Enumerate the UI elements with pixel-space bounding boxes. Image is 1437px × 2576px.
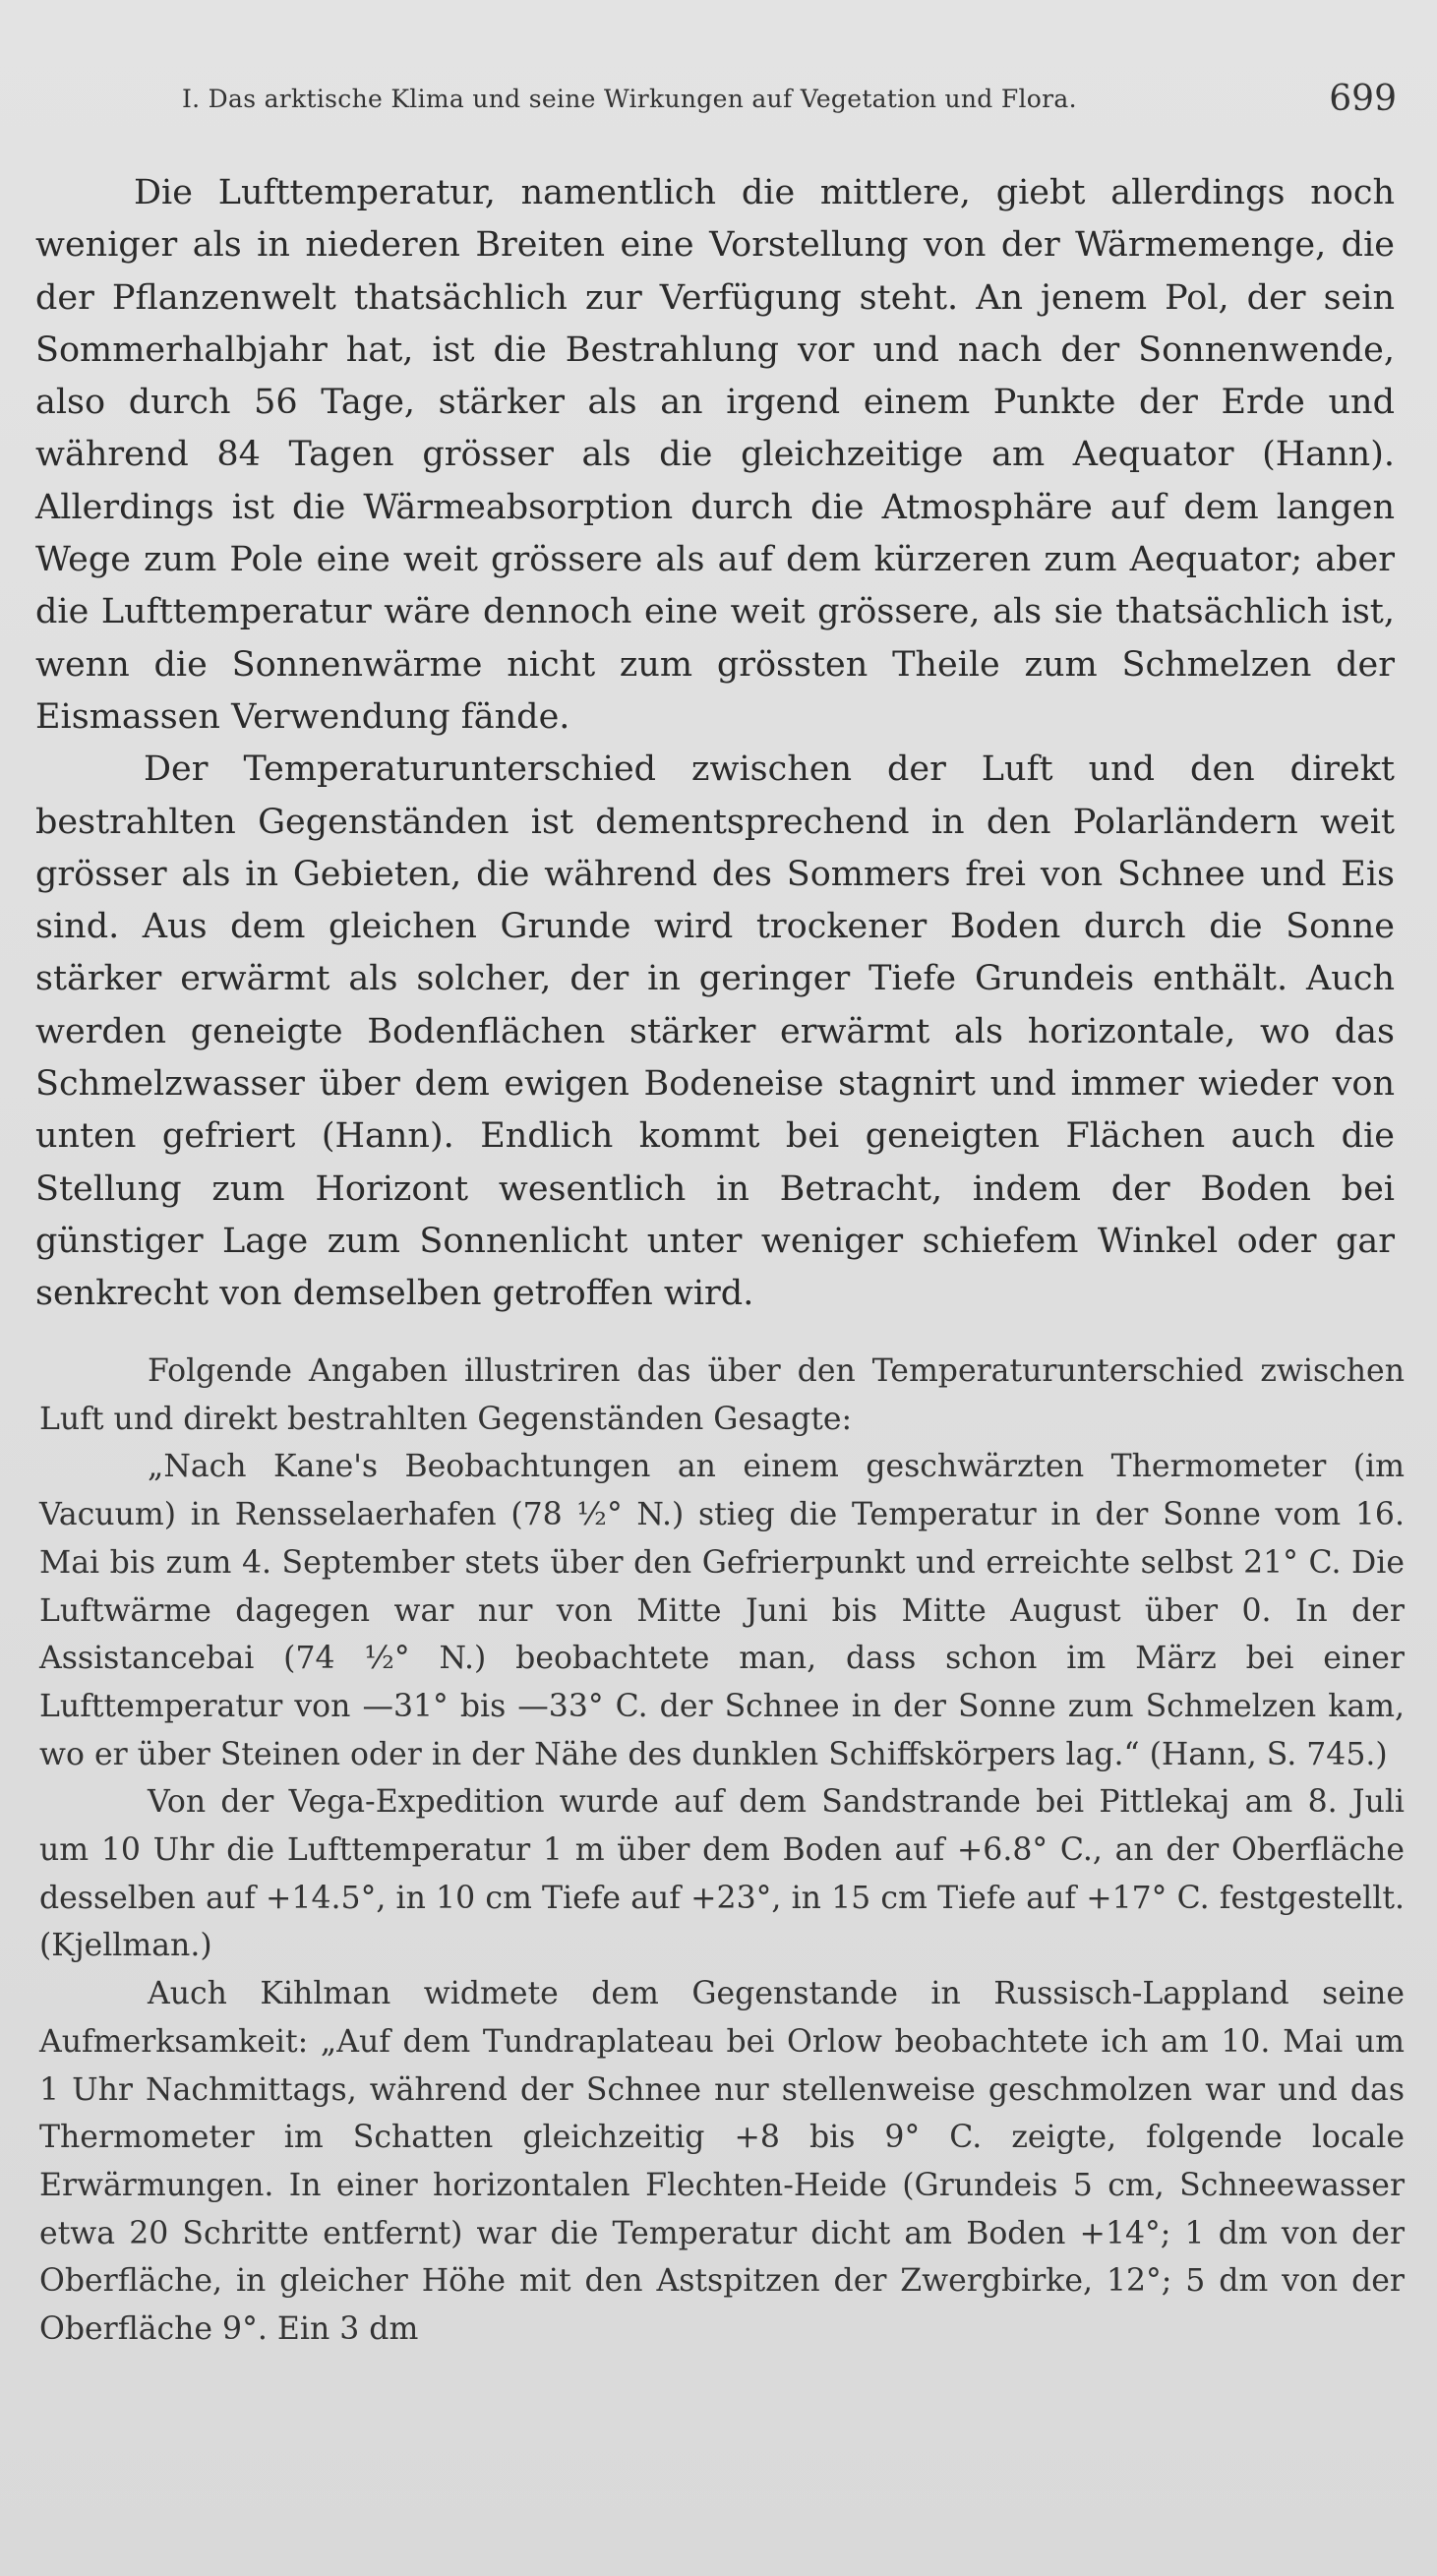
- main-text-large: [35, 167, 1395, 1321]
- paragraph-intro-data: Folgende Angaben illustriren das über den Temperaturunterschied zwischen Luft und direkt bestrahlten Gegenständen Gesagte:: [39, 1353, 1405, 1437]
- paragraph-kihlman: Auch Kihlman widmete dem Gegenstande in Russisch-Lappland seine Aufmerksamkeit: „Auf dem Tundraplateau bei Orlow beobachtete ich am 10. Mai um 1 Uhr Nachmittags, während der Schnee nur stellenweise geschmolzen war und das Thermometer im Schatten gleichzeitig +8 bis 9° C. zeigte, folgende locale Erwärmungen. In einer horizontalen Flechten-Heide (Grundeis 5 cm, Schneewasser etwa 20 Schritte entfernt) war die Temperatur dicht am Boden +14°; 1 dm von der Oberfläche, in gleicher Höhe mit den Astspitzen der Zwergbirke, 12°; 5 dm von der Oberfläche 9°. Ein 3 dm: [39, 1976, 1405, 2348]
- page-number: 699: [1329, 79, 1397, 119]
- paragraph-temperature-difference: Der Temperaturunterschied zwischen der Luft und den direkt bestrahlten Gegenständen ist dementsprechend in den Polarländern weit grösser als in Gebieten, die während des Sommers frei von Schnee und Eis sind. Aus dem gleichen Grunde wird trockener Boden durch die Sonne stärker erwärmt als solcher, der in geringer Tiefe Grundeis enthält. Auch werden geneigte Bodenflächen stärker erwärmt als horizontale, wo das Schmelzwasser über dem ewigen Bodeneise stagnirt und immer wieder von unten gefriert (Hann). Endlich kommt bei geneigten Flächen auch die Stellung zum Horizont wesentlich in Betracht, indem der Boden bei günstiger Lage zum Sonnenlicht unter weniger schiefem Winkel oder gar senkrecht von demselben getroffen wird.: [35, 749, 1395, 1314]
- paragraph-air-temperature: Die Lufttemperatur, namentlich die mittlere, giebt allerdings noch weniger als in niederen Breiten eine Vorstellung von der Wärmemenge, die der Pflanzenwelt thatsächlich zur Verfügung steht. An jenem Pol, der sein Sommerhalbjahr hat, ist die Bestrahlung vor und nach der Sonnenwende, also durch 56 Tage, stärker als an irgend einem Punkte der Erde und während 84 Tagen grösser als die gleichzeitige am Aequator (Hann). Allerdings ist die Wärmeabsorption durch die Atmosphäre auf dem langen Wege zum Pole eine weit grössere als auf dem kürzeren zum Aequator; aber die Lufttemperatur wäre dennoch eine weit grössere, als sie thatsächlich ist, wenn die Sonnenwärme nicht zum grössten Theile zum Schmelzen der Eismassen Verwendung fände.: [35, 173, 1395, 737]
- small-print-section: [39, 1348, 1405, 2354]
- paragraph-vega-expedition: Von der Vega-Expedition wurde auf dem Sandstrande bei Pittlekaj am 8. Juli um 10 Uhr die Lufttemperatur 1 m über dem Boden auf +6.8° C., an der Oberfläche desselben auf +14.5°, in 10 cm Tiefe auf +23°, in 15 cm Tiefe auf +17° C. festgestellt. (Kjellman.): [39, 1784, 1405, 1964]
- running-header: [182, 77, 1397, 126]
- running-header-title: I. Das arktische Klima und seine Wirkungen auf Vegetation und Flora.: [182, 85, 1077, 113]
- paragraph-kane-quote: „Nach Kane's Beobachtungen an einem geschwärzten Thermometer (im Vacuum) in Rensselaerhafen (78 ½° N.) stieg die Temperatur in der Sonne vom 16. Mai bis zum 4. September stets über den Gefrierpunkt und erreichte selbst 21° C. Die Luftwärme dagegen war nur von Mitte Juni bis Mitte August über 0. In der Assistancebai (74 ½° N.) beobachtete man, dass schon im März bei einer Lufttemperatur von —31° bis —33° C. der Schnee in der Sonne zum Schmelzen kam, wo er über Steinen oder in der Nähe des dunklen Schiffskörpers lag.“ (Hann, S. 745.): [39, 1449, 1405, 1772]
